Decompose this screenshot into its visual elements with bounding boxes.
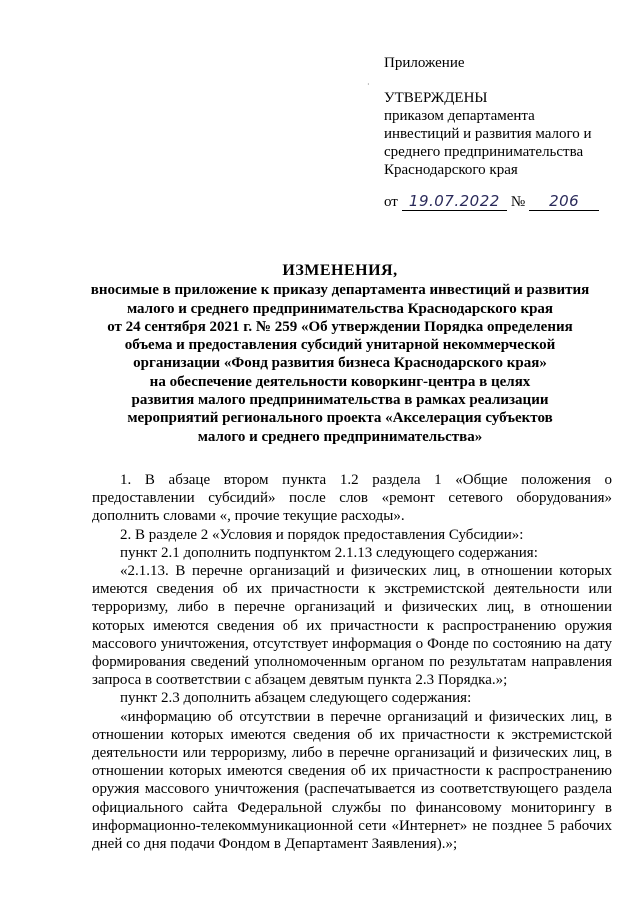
title-line: малого и среднего предпринимательства»	[197, 428, 483, 445]
title-line: на обеспечение деятельности коворкинг-центра в целях	[149, 373, 531, 390]
approval-block	[384, 54, 624, 179]
paragraph: пункт 2.3 дополнить абзацем следующего содержания:	[120, 690, 472, 707]
scan-mark: ·	[367, 80, 370, 89]
title-line: развития малого предпринимательства в рамках реализации	[131, 392, 549, 409]
handwritten-date: 19.07.2022	[402, 192, 507, 211]
approval-heading: УТВЕРЖДЕНЫ	[384, 90, 488, 106]
paragraph: 2. В разделе 2 «Условия и порядок предоставления Субсидии»:	[120, 526, 524, 543]
paragraph: «информацию об отсутствии в перечне организаций и физических лиц, в отношении которых имеются сведения об их причастности к экстремистской деятельности или терроризму, либо в перечне организаций и физических лиц, в отношении которых имеются сведения об их причастности к распространению оружия массового уничтожения (распечатывается из соответствующего раздела официального сайта Федеральной службы по финансовому мониторингу в информационно-телекоммуникационной сети «Интернет» не позднее 5 рабочих дней со дня подачи Фондом в Департамент Заявления).»;	[92, 708, 612, 853]
title-line: вносимые в приложение к приказу департамента инвестиций и развития	[90, 282, 590, 299]
number-label: №	[510, 194, 526, 210]
title-heading: ИЗМЕНЕНИЯ,	[282, 262, 398, 279]
paragraph: 1. В абзаце втором пункта 1.2 раздела 1 «Общие положения о предоставлении субсидий» после слов «ремонт сетевого оборудования» дополнить словами «, прочие текущие расходы».	[92, 472, 612, 525]
appendix-label: Приложение	[384, 55, 465, 71]
approval-line: инвестиций и развития малого и	[384, 126, 592, 142]
title-line: организации «Фонд развития бизнеса Краснодарского края»	[133, 355, 547, 372]
title-line: от 24 сентября 2021 г. № 259 «Об утверждении Порядка определения	[107, 318, 573, 335]
paragraph: «2.1.13. В перечне организаций и физических лиц, в отношении которых имеются сведения об их причастности к экстремистской деятельности или терроризму, либо в перечне организаций и физических лиц, в отношении которых имеются сведения об их причастности к распространению оружия массового уничтожения, отсутствует информация о Фонде по состоянию на дату формирования сведений уполномоченным органом по результатам направления запроса в соответствии с абзацем девятым пункта 2.3 Порядка.»;	[92, 563, 612, 689]
order-date-number	[384, 192, 599, 211]
approval-line: приказом департамента	[384, 108, 535, 124]
title-line: объема и предоставления субсидий унитарной некоммерческой	[124, 337, 556, 354]
title-line: малого и среднего предпринимательства Краснодарского края	[126, 300, 554, 317]
title-line: мероприятий регионального проекта «Акселерация субъектов	[127, 410, 553, 427]
approval-line: среднего предпринимательства	[384, 144, 584, 160]
from-label: от	[384, 194, 398, 210]
document-body	[92, 471, 612, 853]
paragraph: пункт 2.1 дополнить подпунктом 2.1.13 следующего содержания:	[120, 544, 538, 561]
document-title	[40, 262, 639, 446]
handwritten-number: 206	[529, 192, 599, 211]
approval-line: Краснодарского края	[384, 162, 518, 178]
